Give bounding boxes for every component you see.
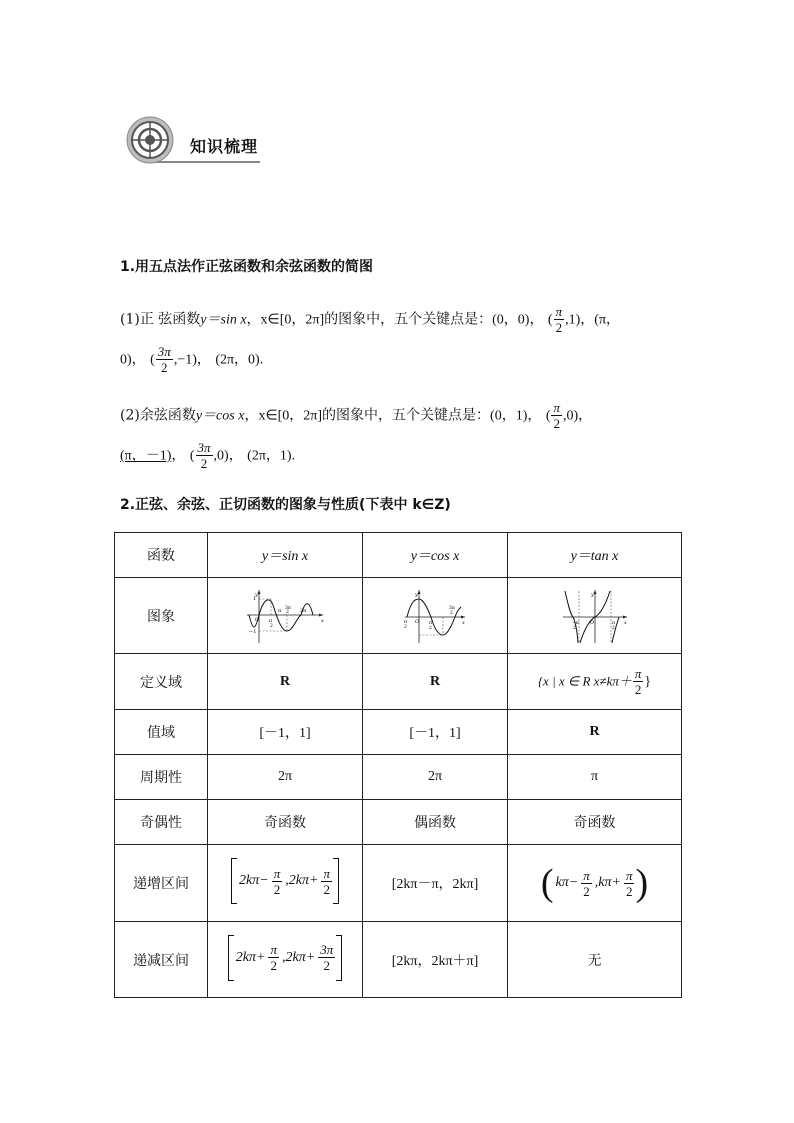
svg-text:2: 2 — [450, 610, 453, 616]
sin-domain: R — [208, 654, 363, 710]
sin-increasing: 2kπ− $\frac{\pi}{2}$ ,2kπ+ $\frac{\pi}{2}$ — [208, 845, 363, 922]
svg-text:−1: −1 — [249, 628, 257, 635]
row-label: 递增区间 — [115, 845, 208, 922]
table-row — [115, 845, 682, 922]
row-label: 定义域 — [115, 654, 208, 710]
sin-parity: 奇函数 — [208, 800, 363, 845]
svg-text:y: y — [415, 591, 418, 598]
cos-decreasing: [2kπ，2kπ＋π] — [363, 922, 508, 998]
table-row — [115, 578, 682, 654]
svg-text:π: π — [611, 620, 615, 626]
svg-text:1: 1 — [253, 595, 257, 602]
svg-text:2: 2 — [611, 625, 615, 631]
svg-text:π: π — [404, 619, 407, 625]
cosine-keypoints-line1: (2)余弦函数y＝cos x，x∈[0，2π]的图象中，五个关键点是：(0，1)， ( $\frac{\pi}{2}$ ,0)， — [120, 400, 593, 431]
svg-text:2: 2 — [286, 609, 289, 615]
col-sin-header: y＝sin x — [208, 533, 363, 578]
svg-text:x: x — [623, 619, 627, 626]
cos-parity: 偶函数 — [363, 800, 508, 845]
cos-period: 2π — [363, 755, 508, 800]
sine-graph-cell — [208, 578, 363, 654]
sine-graph — [243, 587, 327, 645]
row-label: 递减区间 — [115, 922, 208, 998]
svg-text:x: x — [321, 617, 324, 624]
tan-domain: {x | x ∈ R x≠kπ＋ $\frac{\pi}{2}$ } — [508, 654, 682, 710]
table-row — [115, 533, 682, 578]
svg-text:x: x — [462, 619, 465, 626]
section-1-title: 1.用五点法作正弦函数和余弦函数的简图 — [120, 259, 374, 275]
tangent-graph-cell — [508, 578, 682, 654]
svg-text:3π: 3π — [285, 605, 291, 611]
svg-text:y: y — [255, 591, 258, 598]
cos-increasing: [2kπ－π，2kπ] — [363, 845, 508, 922]
table-row — [115, 922, 682, 998]
row-label: 函数 — [115, 533, 208, 578]
row-label: 值域 — [115, 710, 208, 755]
sin-range: [－1，1] — [208, 710, 363, 755]
cosine-graph-cell — [363, 578, 508, 654]
svg-text:O: O — [415, 618, 420, 625]
cosine-keypoints-line2: (π，－1)， ( $\frac{3\pi}{2}$ ,0)， (2π，1). — [120, 440, 296, 471]
svg-text:2π: 2π — [300, 607, 307, 614]
svg-text:O: O — [589, 619, 594, 626]
col-tan-header: y＝tan x — [508, 533, 682, 578]
sin-decreasing: 2kπ+ $\frac{\pi}{2}$ ,2kπ+ $\frac{3\pi}{2}$ — [208, 922, 363, 998]
sin-period: 2π — [208, 755, 363, 800]
section-2-title: 2.正弦、余弦、正切函数的图象与性质(下表中 k∈Z) — [120, 497, 451, 513]
svg-text:π: π — [269, 618, 272, 624]
tan-increasing: ( kπ− $\frac{\pi}{2}$ ,kπ+ $\frac{\pi}{2}$ ) — [508, 845, 682, 922]
table-row — [115, 800, 682, 845]
tan-range: R — [508, 710, 682, 755]
svg-text:−π: −π — [571, 620, 579, 626]
col-cos-header: y＝cos x — [363, 533, 508, 578]
trig-properties-table — [114, 532, 682, 998]
row-label: 奇偶性 — [115, 800, 208, 845]
cos-range: [－1，1] — [363, 710, 508, 755]
sine-keypoints-line2: 0)， ( $\frac{3\pi}{2}$ ,−1)， (2π，0). — [120, 344, 264, 375]
svg-text:2: 2 — [429, 625, 432, 631]
cos-domain: R — [363, 654, 508, 710]
row-label: 图象 — [115, 578, 208, 654]
table-row — [115, 654, 682, 710]
tan-parity: 奇函数 — [508, 800, 682, 845]
row-label: 周期性 — [115, 755, 208, 800]
svg-text:π: π — [429, 620, 432, 626]
svg-text:π: π — [278, 607, 282, 614]
tan-period: π — [508, 755, 682, 800]
svg-text:y: y — [590, 591, 594, 598]
svg-text:2: 2 — [572, 625, 576, 631]
section-heading: 知识梳理 — [190, 137, 259, 156]
sine-keypoints-line1: (1)正 弦函数y＝sin x，x∈[0，2π]的图象中，五个关键点是：(0，0)， ( $\frac{\pi}{2}$ ,1)，(π， — [120, 304, 621, 335]
tangent-graph — [559, 587, 631, 645]
svg-text:3π: 3π — [449, 605, 455, 611]
svg-text:2: 2 — [404, 624, 407, 630]
table-row — [115, 755, 682, 800]
table-row — [115, 710, 682, 755]
cosine-graph — [403, 587, 467, 645]
svg-text:2: 2 — [270, 623, 273, 629]
svg-text:O: O — [255, 616, 260, 623]
tan-decreasing: 无 — [508, 922, 682, 998]
